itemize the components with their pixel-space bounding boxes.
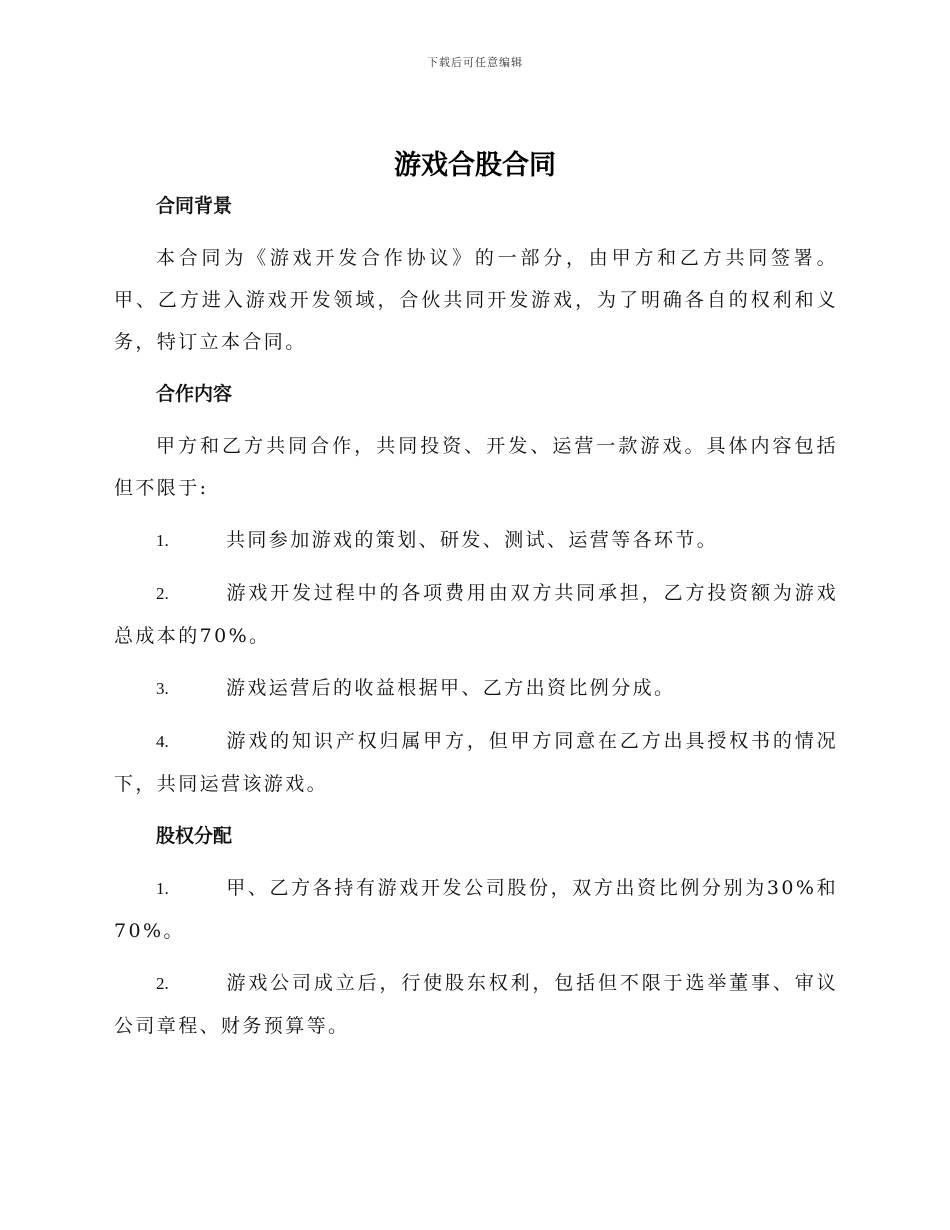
list-item xyxy=(114,572,838,657)
list-item-number: 2. xyxy=(156,974,169,993)
document-title: 游戏合股合同 xyxy=(394,150,556,181)
section-heading-equity: 股权分配 xyxy=(156,825,233,847)
section-heading-background: 合同背景 xyxy=(156,195,233,217)
list-item-number: 3. xyxy=(156,679,169,698)
list-item-text: 游戏运营后的收益根据甲、乙方出资比例分成。 xyxy=(226,677,676,699)
list-item-text: 甲、乙方各持有游戏开发公司股份，双方出资比例分别为30%和70%。 xyxy=(114,877,838,942)
list-item-text: 游戏的知识产权归属甲方，但甲方同意在乙方出具授权书的情况下，共同运营该游戏。 xyxy=(114,730,838,795)
background-paragraph: 本合同为《游戏开发合作协议》的一部分，由甲方和乙方共同签署。甲、乙方进入游戏开发领域，合伙共同开发游戏，为了明确各自的权利和义务，特订立本合同。 xyxy=(114,247,838,353)
section-heading-cooperation: 合作内容 xyxy=(156,383,233,405)
list-item xyxy=(114,667,838,710)
list-item-text: 游戏开发过程中的各项费用由双方共同承担，乙方投资额为游戏总成本的70%。 xyxy=(114,582,838,647)
cooperation-intro: 甲方和乙方共同合作，共同投资、开发、运营一款游戏。具体内容包括但不限于: xyxy=(114,435,838,499)
list-item xyxy=(114,720,838,805)
list-item xyxy=(114,867,838,952)
list-item-text: 游戏公司成立后，行使股东权利，包括但不限于选举董事、审议公司章程、财务预算等。 xyxy=(114,972,838,1037)
list-item-text: 共同参加游戏的策划、研发、测试、运营等各环节。 xyxy=(226,529,719,551)
list-item-number: 1. xyxy=(156,531,169,550)
running-header: 下载后可任意编辑 xyxy=(427,56,523,69)
list-item xyxy=(114,962,838,1047)
list-item-number: 2. xyxy=(156,584,169,603)
list-item-number: 4. xyxy=(156,732,169,751)
list-item-number: 1. xyxy=(156,879,169,898)
list-item xyxy=(114,519,838,562)
document-body xyxy=(114,185,838,1047)
